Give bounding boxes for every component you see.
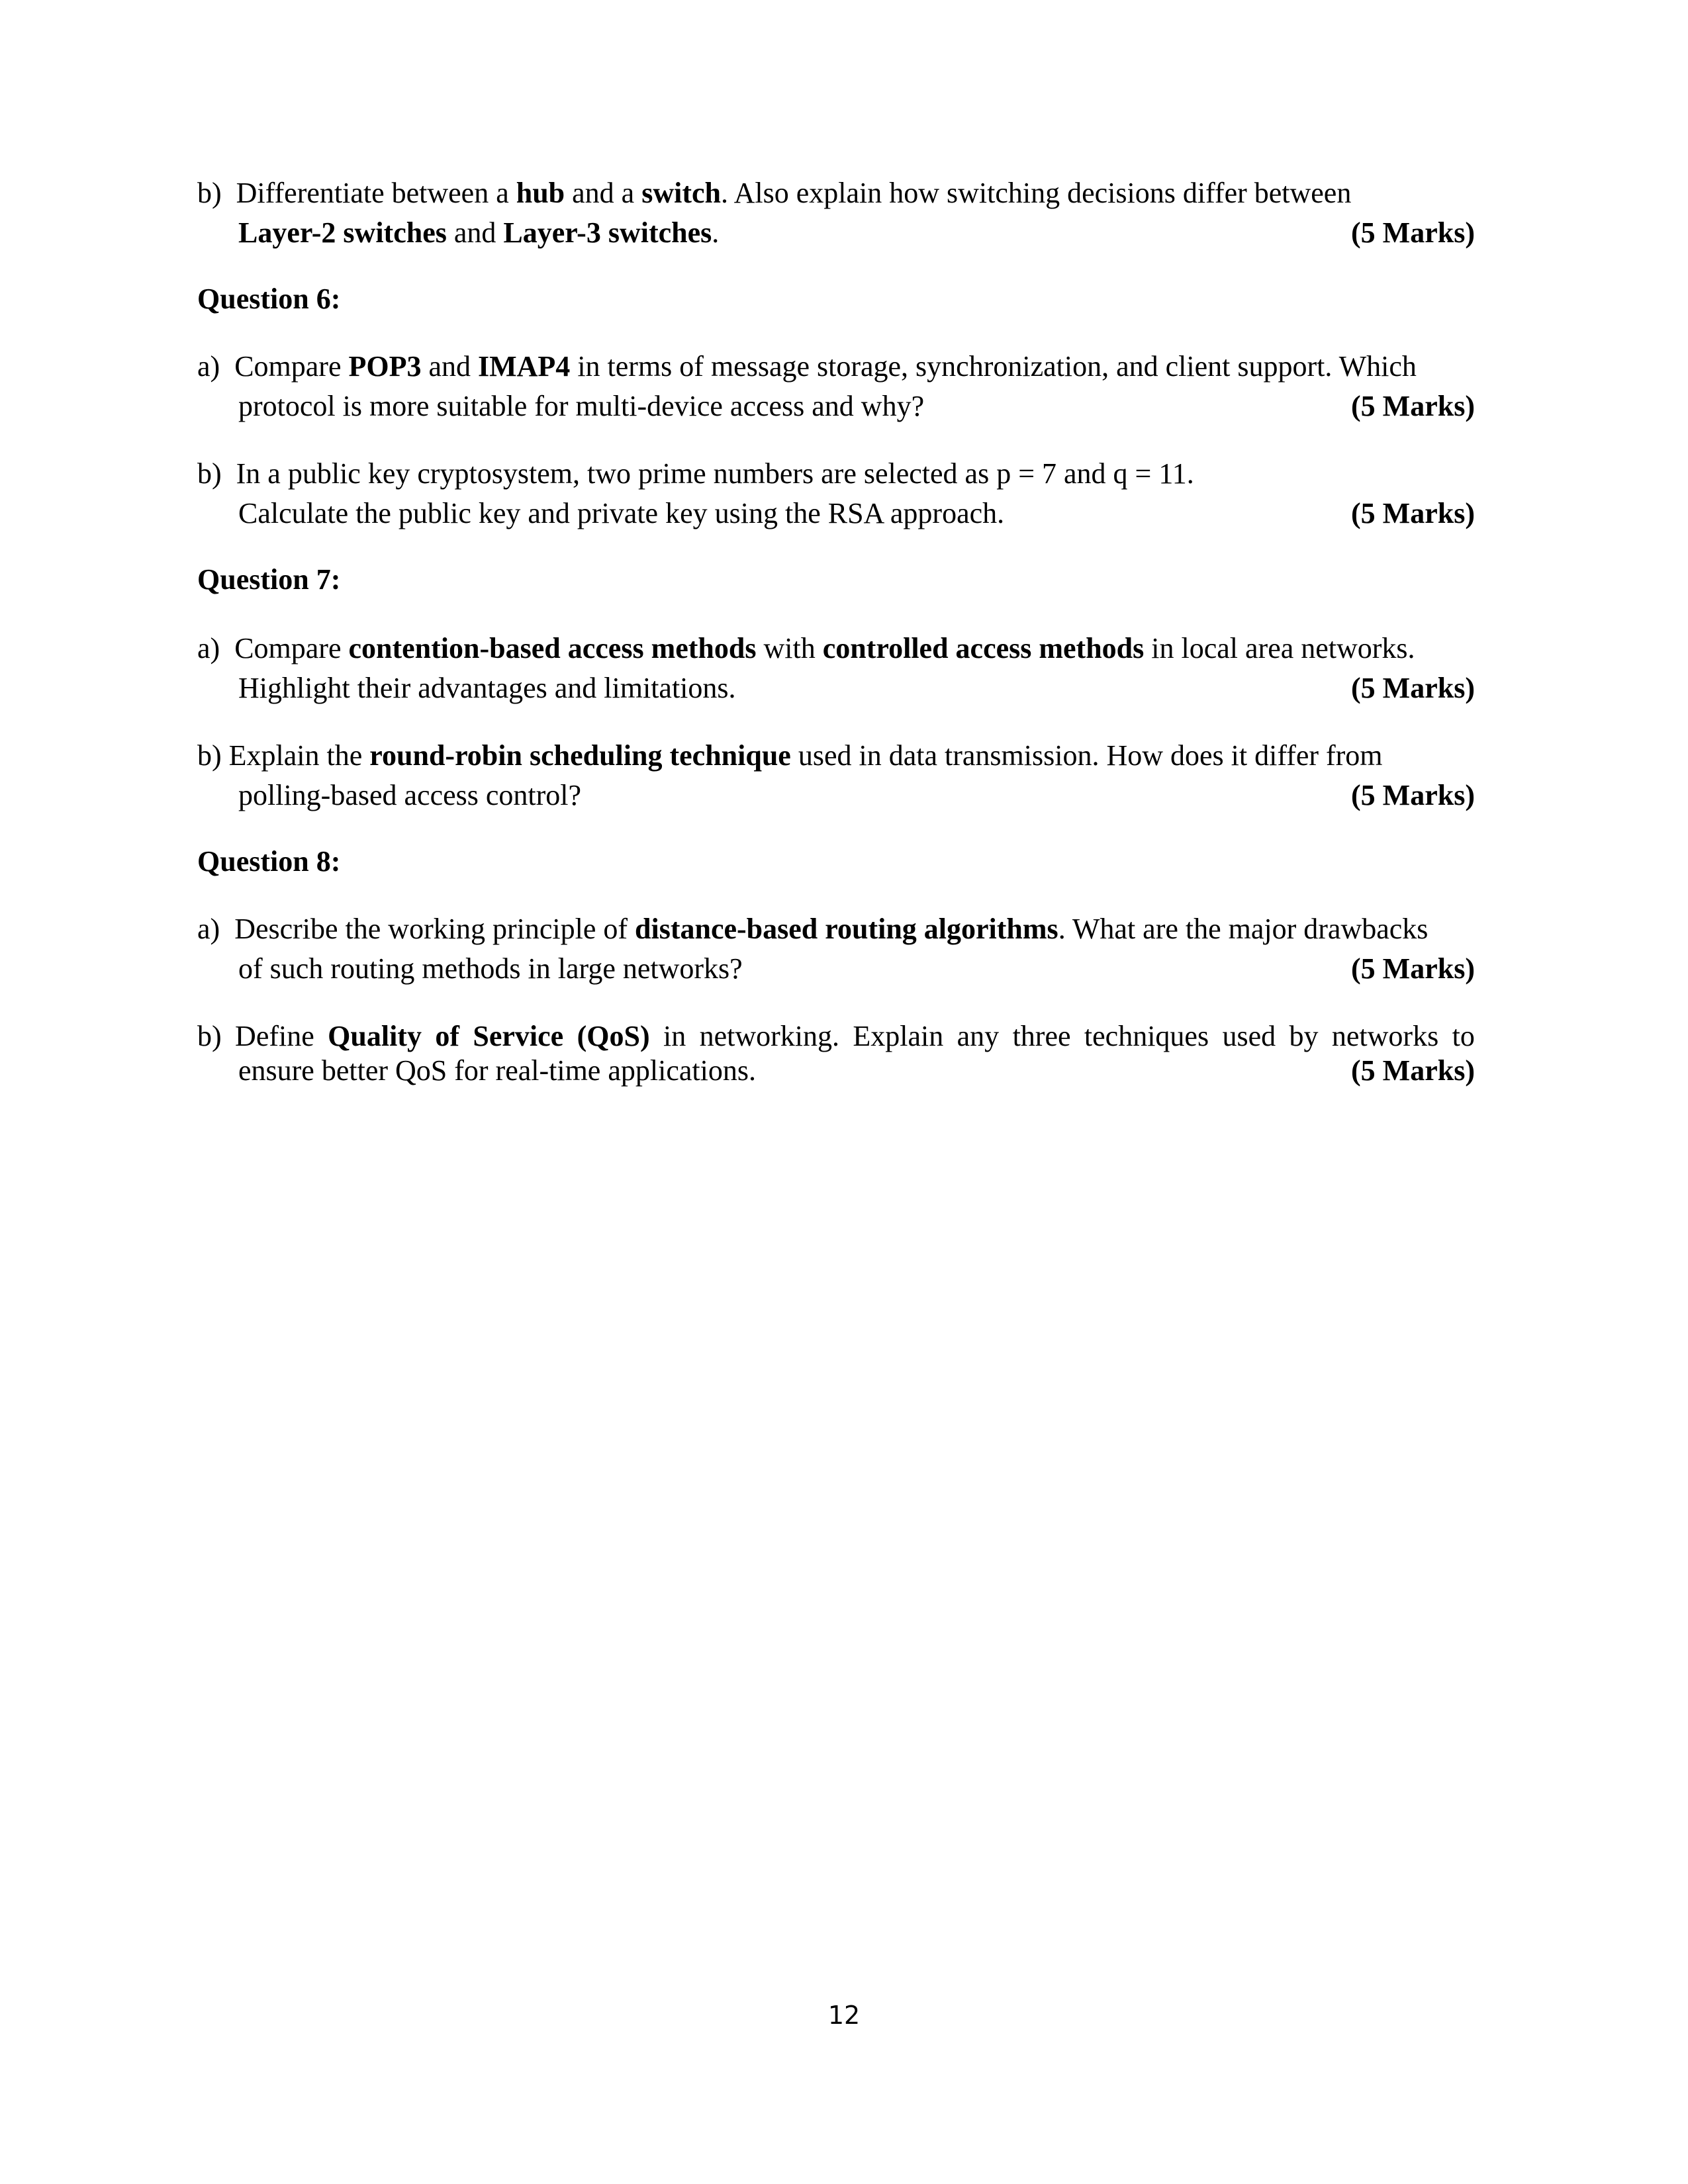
text-run: . What are the major drawbacks bbox=[1058, 913, 1429, 945]
text-run: techniques bbox=[1084, 1020, 1209, 1052]
question-5b-line-2 bbox=[197, 213, 1475, 253]
bold-term: contention-based access methods bbox=[348, 632, 757, 664]
bold-term: Layer-3 switches bbox=[503, 216, 712, 249]
text-run: . bbox=[712, 216, 720, 249]
marks-label: (5 Marks) bbox=[1351, 216, 1475, 249]
question-7b-line-2 bbox=[197, 776, 1475, 815]
text-run: by bbox=[1289, 1020, 1319, 1052]
marks-label: (5 Marks) bbox=[1351, 779, 1475, 811]
text-run: in terms of message storage, synchronization, and client support. Which bbox=[570, 350, 1417, 383]
bold-term: Quality bbox=[328, 1020, 422, 1052]
text-run: of such routing methods in large networks? bbox=[238, 952, 743, 985]
item-label: a) bbox=[197, 632, 220, 664]
text-run: Describe the working principle of bbox=[234, 913, 635, 945]
question-6b-line-2 bbox=[197, 494, 1475, 533]
bold-term: distance-based routing algorithms bbox=[635, 913, 1058, 945]
bold-term: POP3 bbox=[348, 350, 422, 383]
question-7a bbox=[197, 629, 1475, 708]
question-5b bbox=[197, 173, 1475, 253]
text-run: and bbox=[421, 350, 478, 383]
text-run: . Also explain how switching decisions differ between bbox=[721, 177, 1352, 209]
text-run: with bbox=[756, 632, 823, 664]
question-8a-line-1 bbox=[197, 909, 1475, 949]
text-run: Explain bbox=[853, 1020, 944, 1052]
question-7b bbox=[197, 736, 1475, 815]
text-run: Define bbox=[235, 1020, 314, 1052]
question-6b bbox=[197, 454, 1475, 533]
text-run: Explain the bbox=[228, 739, 370, 772]
item-label: a) bbox=[197, 913, 220, 945]
text-run: ensure better QoS for real-time applications. bbox=[238, 1054, 756, 1087]
question-8a-line-2 bbox=[197, 949, 1475, 989]
bold-term: controlled access methods bbox=[822, 632, 1145, 664]
text-run: three bbox=[1012, 1020, 1071, 1052]
item-label: b) bbox=[197, 457, 222, 490]
question-5b-line-1 bbox=[197, 173, 1475, 213]
page-number: 12 bbox=[827, 2001, 861, 2030]
bold-term: (QoS) bbox=[577, 1020, 650, 1052]
text-run: any bbox=[957, 1020, 1000, 1052]
text-run: In a public key cryptosystem, two prime numbers are selected as p = 7 and q = 11. bbox=[236, 457, 1194, 490]
question-7-heading: Question 7: bbox=[197, 563, 341, 596]
bold-term: switch bbox=[641, 177, 721, 209]
question-6a-line-2 bbox=[197, 387, 1475, 426]
question-6a bbox=[197, 347, 1475, 426]
item-label: b) bbox=[197, 1020, 222, 1052]
question-6b-line-1 bbox=[197, 454, 1475, 494]
text-run: in bbox=[663, 1020, 686, 1052]
text-run: Highlight their advantages and limitations. bbox=[238, 672, 736, 704]
text-run: used bbox=[1222, 1020, 1276, 1052]
question-8b bbox=[197, 1017, 1475, 1091]
marks-label: (5 Marks) bbox=[1351, 952, 1475, 985]
text-run: in local area networks. bbox=[1144, 632, 1415, 664]
bold-term: Layer-2 switches bbox=[238, 216, 447, 249]
marks-label: (5 Marks) bbox=[1351, 1054, 1475, 1087]
item-label: a) bbox=[197, 350, 220, 383]
question-6a-line-1 bbox=[197, 347, 1475, 387]
bold-term: hub bbox=[516, 177, 565, 209]
marks-label: (5 Marks) bbox=[1351, 390, 1475, 422]
question-6-heading: Question 6: bbox=[197, 283, 341, 315]
text-run: polling-based access control? bbox=[238, 779, 582, 811]
text-run: and bbox=[446, 216, 504, 249]
bold-term: Service bbox=[473, 1020, 564, 1052]
question-7a-line-2 bbox=[197, 668, 1475, 708]
text-run: networks bbox=[1331, 1020, 1439, 1052]
item-label: b) bbox=[197, 177, 222, 209]
text-run: to bbox=[1452, 1020, 1475, 1052]
question-7b-line-1 bbox=[197, 736, 1475, 776]
marks-label: (5 Marks) bbox=[1351, 497, 1475, 529]
question-8b-line-1 bbox=[197, 1017, 1475, 1056]
text-run: Calculate the public key and private key using the RSA approach. bbox=[238, 497, 1005, 529]
text-run: protocol is more suitable for multi-device access and why? bbox=[238, 390, 925, 422]
question-8b-line-2 bbox=[197, 1051, 1475, 1091]
text-run: Differentiate between a bbox=[236, 177, 516, 209]
text-run: and a bbox=[565, 177, 642, 209]
text-run: used in data transmission. How does it differ from bbox=[790, 739, 1383, 772]
bold-term: IMAP4 bbox=[478, 350, 571, 383]
question-7a-line-1 bbox=[197, 629, 1475, 668]
question-8a bbox=[197, 909, 1475, 989]
text-run: Compare bbox=[234, 350, 349, 383]
bold-term: round-robin scheduling technique bbox=[369, 739, 791, 772]
marks-label: (5 Marks) bbox=[1351, 672, 1475, 704]
text-run: Compare bbox=[234, 632, 349, 664]
bold-term: of bbox=[435, 1020, 459, 1052]
question-8-heading: Question 8: bbox=[197, 845, 341, 878]
text-run: networking. bbox=[699, 1020, 840, 1052]
item-label: b) bbox=[197, 739, 222, 772]
